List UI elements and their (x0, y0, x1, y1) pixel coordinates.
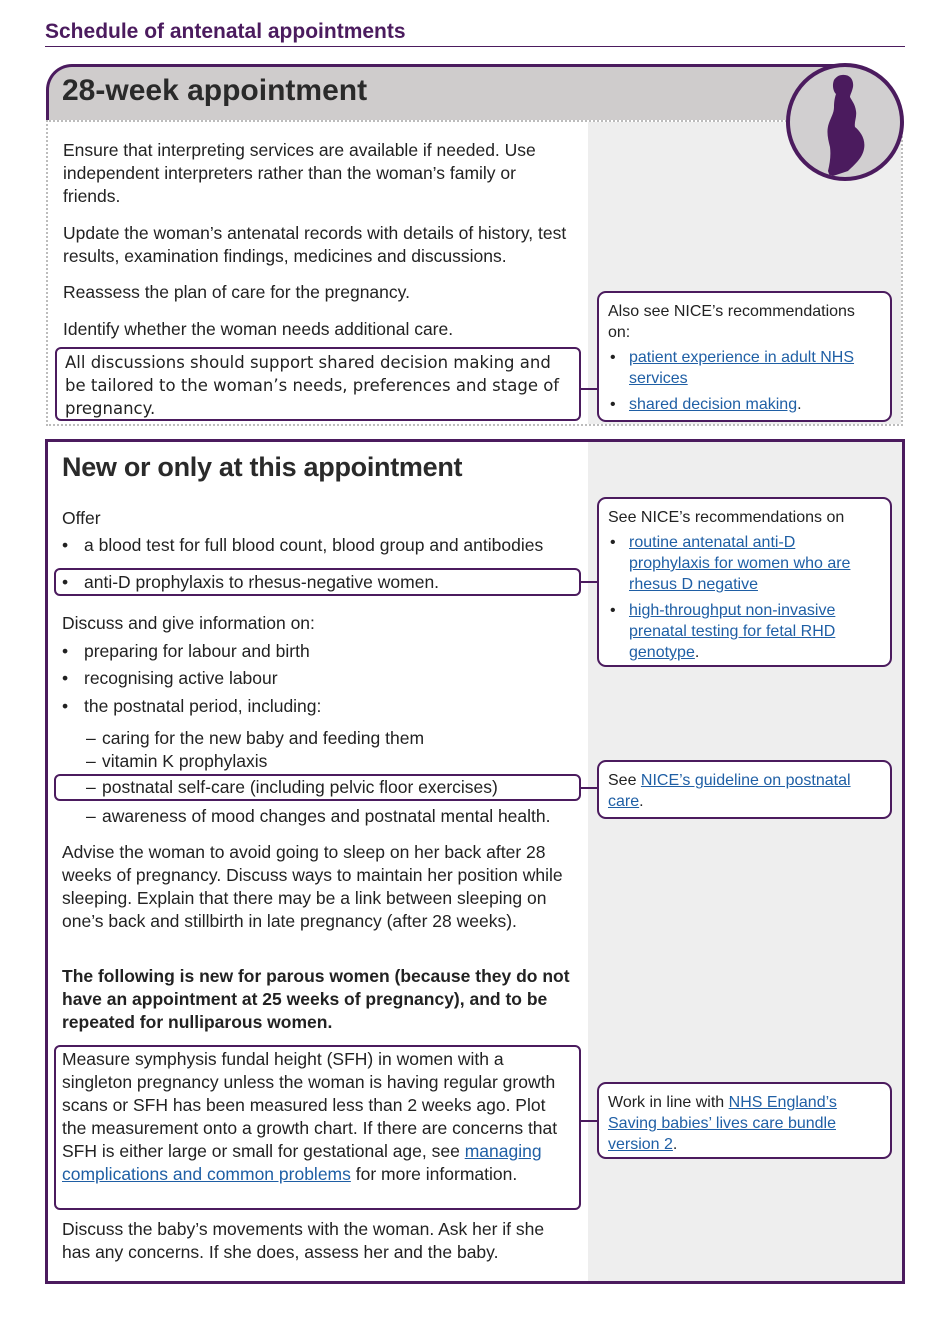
additional-care-paragraph: Identify whether the woman needs additional care. (63, 319, 454, 339)
anti-d-recommendations-box (597, 497, 892, 667)
list-item: – postnatal self-care (including pelvic floor exercises) (86, 777, 498, 797)
list-item: – awareness of mood changes and postnatal mental health. (86, 806, 551, 826)
reassess-plan-paragraph: Reassess the plan of care for the pregnancy. (63, 282, 410, 302)
connector-line (581, 581, 598, 583)
routine-anti-d-link[interactable]: routine antenatal anti-D prophylaxis for women who are rhesus D negative (629, 534, 851, 593)
header-divider (45, 46, 905, 47)
managing-complications-link[interactable]: managing complications and common problems (62, 1141, 542, 1184)
list-item: • recognising active labour (62, 668, 278, 688)
list-item: • a blood test for full blood count, blood group and antibodies (62, 535, 544, 555)
connector-line (581, 787, 598, 789)
postnatal-care-guideline-link[interactable]: NICE’s guideline on postnatal care (608, 772, 851, 810)
connector-line (581, 1120, 598, 1122)
nice-recommendations-intro: Also see NICE’s recommendations on: (608, 303, 855, 341)
sfh-paragraph: Measure symphysis fundal height (SFH) in women with a singleton pregnancy unless the woman is having regular growth scans or SFH has been measured less than 2 weeks ago. Plot the measurement onto a growth chart. If there are concerns that SFH is either large or small for gestational age, see managing complications and common problems for more information. (62, 1049, 558, 1184)
discuss-label: Discuss and give information on: (62, 613, 315, 633)
pregnant-woman-silhouette-icon (786, 63, 904, 181)
list-item: • preparing for labour and birth (62, 641, 310, 661)
list-item (608, 532, 880, 595)
antenatal-records-paragraph: Update the woman’s antenatal records with details of history, test results, examination findings, medicines and discussions. (63, 223, 567, 266)
sleep-position-paragraph: Advise the woman to avoid going to sleep on her back after 28 weeks of pregnancy. Discuss ways to maintain her position while sleeping. Explain that there may be a link between sleeping on one’s back and stillbirth in late pregnancy (after 28 weeks). (62, 842, 563, 931)
shared-decision-note: All discussions should support shared decision making and be tailored to the woman’s needs, preferences and stage of pregnancy. (65, 353, 560, 418)
anti-d-recommendations-intro: See NICE’s recommendations on (608, 509, 845, 526)
parous-women-note: The following is new for parous women (because they do not have an appointment at 25 weeks of pregnancy), and to be repeated for nulliparous women. (62, 966, 570, 1032)
baby-movements-paragraph: Discuss the baby’s movements with the woman. Ask her if she has any concerns. If she does, assess her and the baby. (62, 1219, 545, 1262)
appointment-title: 28-week appointment (62, 74, 368, 107)
shared-decision-note-box (55, 347, 581, 421)
shared-decision-making-link[interactable]: shared decision making (629, 396, 798, 413)
connector-line (581, 388, 598, 390)
list-item: – caring for the new baby and feeding them (86, 728, 425, 748)
nice-recommendations-box (597, 291, 892, 422)
list-item (608, 347, 880, 389)
section-heading: New or only at this appointment (62, 452, 463, 482)
list-item: • high-throughput non-invasive prenatal testing for fetal RHD genotype. (608, 600, 880, 663)
saving-babies-lives-link[interactable]: NHS England’s Saving babies’ lives care bundle version 2 (608, 1094, 837, 1153)
list-item: • shared decision making. (608, 394, 880, 415)
saving-babies-lives-box: Work in line with NHS England’s Saving babies’ lives care bundle version 2. (597, 1082, 892, 1159)
page-section-title: Schedule of antenatal appointments (45, 20, 406, 43)
offer-label: Offer (62, 508, 101, 528)
patient-experience-link[interactable]: patient experience in adult NHS services (629, 349, 855, 387)
rhd-genotype-testing-link[interactable]: high-throughput non-invasive prenatal testing for fetal RHD genotype (629, 602, 836, 661)
list-item: • the postnatal period, including: (62, 696, 322, 716)
postnatal-care-box: See NICE’s guideline on postnatal care. (597, 760, 892, 819)
list-item: • anti-D prophylaxis to rhesus-negative women. (62, 572, 440, 592)
list-item: – vitamin K prophylaxis (86, 751, 268, 771)
interpreting-services-paragraph: Ensure that interpreting services are available if needed. Use independent interpreters rather than the woman’s family or friends. (63, 140, 536, 206)
